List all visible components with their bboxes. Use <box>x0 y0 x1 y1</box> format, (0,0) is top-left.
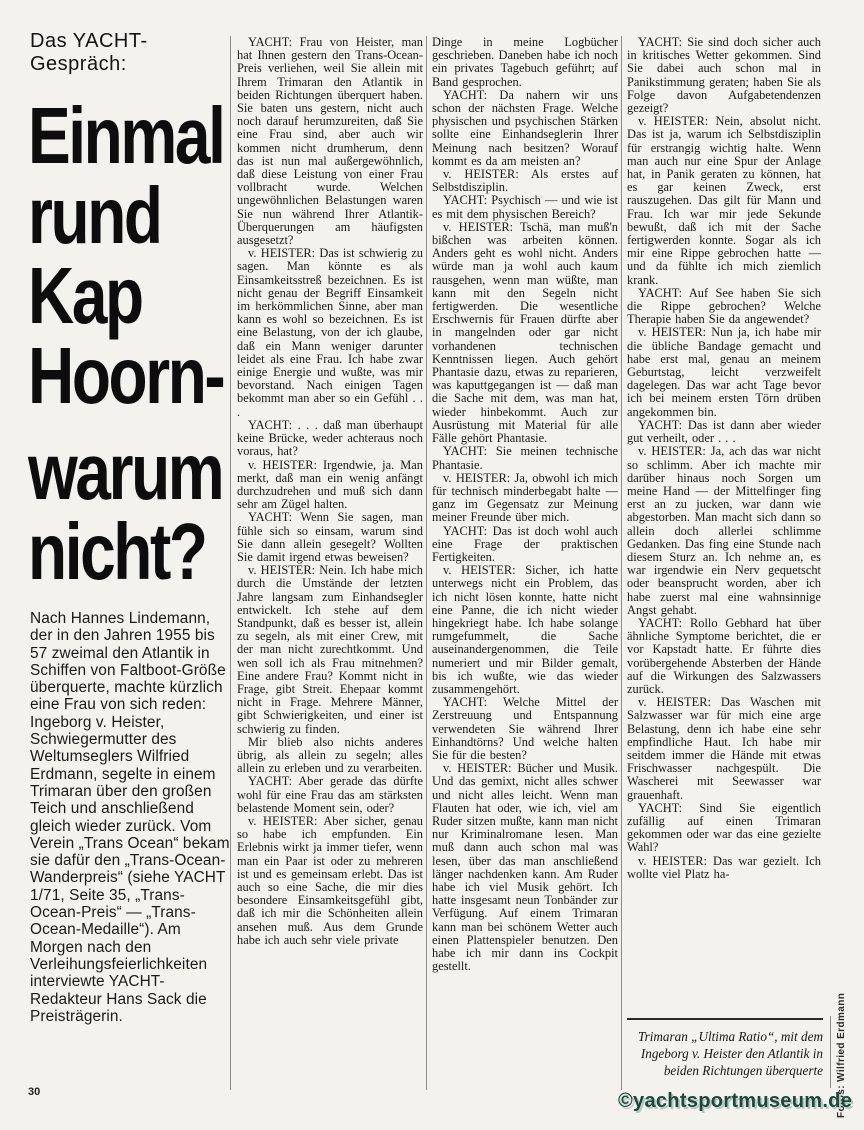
headline-line: Kap <box>28 251 142 340</box>
interview-paragraph: v. HEISTER: Nein. Ich habe mich durch die Umstände der letzten Jahre langsam zum Einhandsegler entwickelt. Ich stehe auf dem Standpunkt, daß es besser ist, allein zu segeln, als mit einer Crew, mit der man nicht zurechtkommt. Und wen soll ich als Frau mitnehmen? Eine andere Frau? Kommt nicht in Frage, gibt Streit. Ehepaar kommt nicht in Frage. Mehrere Männer, gibt Schwierigkeiten, und einer ist schwierig zu finden. <box>237 563 423 736</box>
interview-paragraph: v. HEISTER: Ja, obwohl ich mich für technisch minderbegabt halte — ganz im Gegensatz zur Meinung meiner Freunde über mich. <box>432 470 618 525</box>
interview-paragraph: YACHT: Wenn Sie sagen, man fühle sich so einsam, warum sind Sie dann allein gesegelt? Wollten Sie damit irgend etwas beweisen? <box>237 510 423 564</box>
interview-paragraph: YACHT: . . . daß man überhaupt keine Brücke, weder achteraus noch voraus, hat? <box>237 417 423 459</box>
headline-line: Einmal <box>28 91 224 180</box>
interview-paragraph: v. HEISTER: Als erstes auf Selbstdisziplin. <box>432 167 618 195</box>
interview-paragraph: YACHT: Sie meinen technische Phantasie. <box>432 444 618 472</box>
interview-paragraph: v. HEISTER: Irgendwie, ja. Man merkt, daß man ein wenig anfängt durchzudrehen und muß sich dann sehr am Zügel halten. <box>237 457 423 512</box>
column-divider <box>426 36 427 1090</box>
interview-paragraph: v. HEISTER: Nein, absolut nicht. Das ist ja, warum ich Selbstdisziplin für erstrangig wichtig halte. Wenn man auch nur eine Spur der Anlage hat, in Panik geraten zu können, hat es gar keinen Zweck, erst rauszugehen. Das gilt für Mann und Frau. Ich war mir jede Sekunde bewußt, daß ich mit der Sache fertigwerden konnte. Sogar als ich mir eine Rippe gebrochen hatte — und da fühlte ich mich ziemlich krank. <box>627 114 821 287</box>
interview-paragraph: YACHT: Auf See haben Sie sich die Rippe gebrochen? Welche Therapie haben Sie da angewendet? <box>627 285 821 327</box>
interview-paragraph: v. HEISTER: Ja, ach das war nicht so schlimm. Aber ich machte mir darüber hinaus noch Sorgen um meine Hand — der Mittelfinger fing erst an zu jucken, war dann wie abgestorben. Man macht sich dann so allein doch allerlei schlimme Gedanken. Das fing eine Stunde nach diesem Sturz an. Ich nehme an, es war irgendwie ein Nerv gequetscht oder beansprucht worden, aber ich habe zuerst mal eine wahnsinnige Angst gehabt. <box>627 444 821 617</box>
interview-paragraph: v. HEISTER: Sicher, ich hatte unterwegs nicht ein Problem, das ich nicht lösen konnte, hatte nicht eine Panne, die ich nicht wieder hingekriegt habe. Ich habe solange rumgefummelt, die Sache auseinandergenommen, die Teile numeriert und mir Bilder gemalt, bis ich wußte, wie das wieder zusammengehört. <box>432 563 618 696</box>
photo-credit: Fotos: Wilfried Erdmann <box>836 992 847 1118</box>
headline-line: nicht? <box>28 507 206 596</box>
interview-column-1 <box>237 36 423 1120</box>
interview-paragraph: Dinge in meine Logbücher geschrieben. Daneben habe ich noch ein privates Tagebuch geführt; auf Band gesprochen. <box>432 36 618 89</box>
interview-paragraph: YACHT: Da nahern wir uns schon der nächsten Frage. Welche physischen und psychischen Stärken sollte eine Einhandseglerin Ihrer Meinung nach besitzen? Worauf kommt es da am meisten an? <box>432 87 618 168</box>
interview-paragraph: YACHT: Psychisch — und wie ist es mit dem physischen Bereich? <box>432 193 618 221</box>
page-number: 30 <box>28 1086 41 1098</box>
interview-paragraph: v. HEISTER: Das ist schwierig zu sagen. Man könnte es als Einsamkeitsstreß bezeichnen. Es ist nicht genau der Begriff Einsamkeit im herkömmlichen Sinne, aber man kann es wohl so bezeichnen. Es ist eine Belastung, von der ich glaube, daß ein Mann weniger darunter leidet als eine Frau. Ich habe zwar einige Energie und wußte, was mir bevorstand. Nach einigen Tagen bekommt man aber so ein Gefühl . . . <box>237 246 423 419</box>
interview-column-2 <box>432 36 618 1120</box>
interview-paragraph: YACHT: Sind Sie eigentlich zufällig auf einen Trimaran gekommen oder war das eine gezielte Wahl? <box>627 800 821 855</box>
intro-paragraph: Nach Hannes Lindemann, der in den Jahren 1955 bis 57 zweimal den Atlantik in Schiffen von Faltboot-Größe überquerte, machte kürzlich eine Frau von sich reden: Ingeborg v. Heister, Schwiegermutter des Weltumseglers Wilfried Erdmann, segelte in einem Trimaran über den großen Teich und anschließend gleich wieder zurück. Vom Verein „Trans Ocean“ bekam sie dafür den „Trans-Ocean-Wanderpreis“ (siehe YACHT 1/71, Seite 35, „Trans-Ocean-Preis“ — „Trans-Ocean-Medaille“). Am Morgen nach den Verleihungsfeierlichkeiten interviewte YACHT-Redakteur Hans Sack die Preisträgerin. <box>30 610 230 1025</box>
interview-paragraph: YACHT: Frau von Heister, man hat Ihnen gestern den Trans-Ocean-Preis verliehen, weil Sie allein mit Ihrem Trimaran den Atlantik in beiden Richtungen überquert haben. Sie baten uns gestern, nicht auch noch darauf herumzureiten, daß Sie eine Frau sind, aber auch wir kommen nicht drumherum, denn das ist nun mal außergewöhnlich, daß diese Leistung von einer Frau vollbracht wurde. Welchen ungewöhnlichen Belastungen waren Sie nun während Ihrer Atlantik-Überquerungen am häufigsten ausgesetzt? <box>237 36 423 248</box>
interview-paragraph: YACHT: Das ist doch wohl auch eine Frage der praktischen Fertigkeiten. <box>432 523 618 564</box>
interview-paragraph: Mir blieb also nichts anderes übrig, als allein zu segeln; alles allein zu erleben und zu verarbeiten. <box>237 734 423 776</box>
interview-paragraph: YACHT: Das ist dann aber wieder gut verheilt, oder . . . <box>627 417 821 446</box>
headline <box>28 91 238 596</box>
interview-paragraph: YACHT: Sie sind doch sicher auch in kritisches Wetter gekommen. Sind Sie dabei auch schon mal in Panikstimmung geraten; haben Sie als Folge davon Aufgabetendenzen gezeigt? <box>627 36 821 116</box>
watermark: ©yachtsportmuseum.de <box>618 1090 853 1112</box>
headline-line: rund <box>28 171 161 260</box>
interview-paragraph: v. HEISTER: Tschä, man muß'n bißchen was arbeiten können. Anders geht es wohl nicht. Anders würde man ja wohl auch kaum rausgehen, wenn man wüßte, man kann mit den Segeln nicht fertigwerden. Die wesentliche Erschwernis für Frauen dürfte aber in mangelnden oder gar nicht vorhandenen technischen Kenntnissen liegen. Auch gehört Phantasie dazu, etwas zu reparieren, was kaputtgegangen ist — daß man die Sache mit dem, was man hat, wieder hinbekommt. Auch zur Ausrüstung mit Material für alle Fälle gehört Phantasie. <box>432 219 618 446</box>
caption-side-rule <box>830 1016 831 1088</box>
interview-paragraph: YACHT: Welche Mittel der Zerstreuung und Entspannung verwendeten Sie während Ihrer Einhandtörns? Und welche halten Sie für die besten? <box>432 695 618 762</box>
interview-paragraph: YACHT: Aber gerade das dürfte wohl für eine Frau das am stärksten belastende Moment sein, oder? <box>237 774 423 815</box>
photo-caption: Trimaran „Ultima Ratio“, mit dem Ingeborg v. Heister den Atlantik in beiden Richtungen überquerte <box>627 1018 823 1079</box>
interview-paragraph: YACHT: Rollo Gebhard hat über ähnliche Symptome berichtet, die er vor Kapstadt hatte. Er führte dies vorübergehende Absterben der Hände auf die Wirkungen des Salzwassers zurück. <box>627 615 821 696</box>
headline-line: warum <box>28 427 223 516</box>
column-divider <box>230 36 231 1090</box>
interview-paragraph: v. HEISTER: Bücher und Musik. Und das gemixt, nicht alles schwer und nicht alles leicht. Wenn man Flauten hat oder, wie ich, viel am Ruder sitzen mußte, kann man nicht nur Kriminalromane lesen. Man muß dann auch schon mal was lesen, über das man anschließend länger nachdenken kann. Am Ruder habe ich viel Musik gehört. Ich hatte insgesamt neun Tonbänder zur Verfügung. Auf einem Trimaran kann man bei schönem Wetter auch einen Plattenspieler benutzen. Den habe ich mir dann ins Cockpit gestellt. <box>432 761 618 974</box>
interview-paragraph: v. HEISTER: Das war gezielt. Ich wollte viel Platz ha- <box>627 853 821 881</box>
headline-line: Hoorn- <box>28 331 224 420</box>
section-kicker: Das YACHT-Gespräch: <box>30 30 148 75</box>
interview-paragraph: v. HEISTER: Nun ja, ich habe mir die übliche Bandage gemacht und habe erst mal, genau an meinem Geburtstag, leicht verzweifelt dagelegen. Das war acht Tage bevor ich bei meinem ersten Törn drüben angekommen bin. <box>627 325 821 419</box>
interview-paragraph: v. HEISTER: Aber sicher, genau so habe ich empfunden. Ein Erlebnis wirkt ja immer tiefer, wenn man ein Paar ist oder zu mehreren ist und es gemeinsam erlebt. Das ist auch so eine Sache, die mir dies besondere Einsamkeitsgefühl gibt, daß ich mir die Schönheiten allein ansehen muß. Aus dem Grunde habe ich auch sehr viele private <box>237 813 423 947</box>
interview-paragraph: v. HEISTER: Das Waschen mit Salzwasser war für mich eine arge Belastung, denn ich habe eine sehr empfindliche Haut. Ich habe mir seitdem immer die Hände mit etwas Frischwasser nachgespült. Die Wascherei mit Seewasser war grauenhaft. <box>627 695 821 802</box>
column-divider <box>621 36 622 1090</box>
interview-column-3 <box>627 36 821 1016</box>
